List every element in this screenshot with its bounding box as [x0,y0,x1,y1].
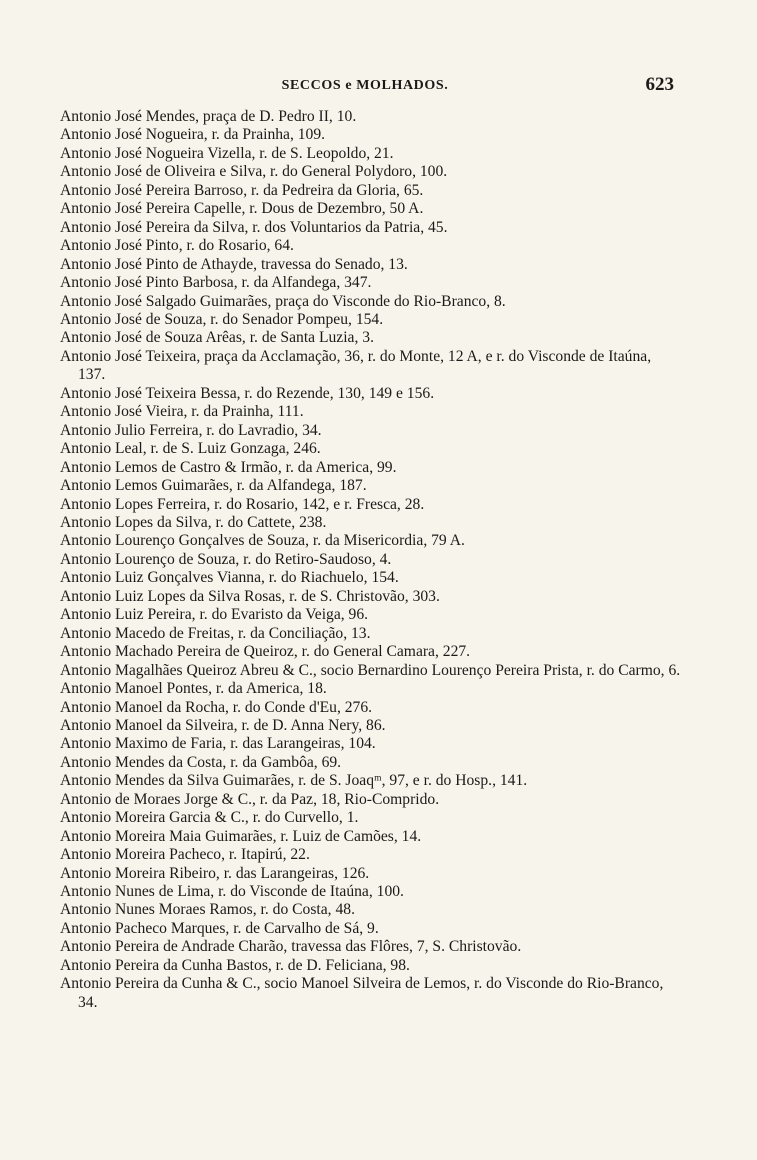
directory-entry: Antonio Lopes da Silva, r. do Cattete, 238. [60,513,327,531]
directory-entry: Antonio José Pereira Barroso, r. da Pedreira da Gloria, 65. [60,181,424,199]
directory-entry: Antonio Moreira Garcia & C., r. do Curvello, 1. [60,809,359,827]
directory-entry: Antonio Manoel Pontes, r. da America, 18. [60,680,327,698]
directory-entry: Antonio Moreira Pacheco, r. Itapirú, 22. [60,846,310,864]
directory-entry: Antonio José Pereira Capelle, r. Dous de Dezembro, 50 A. [60,200,424,218]
directory-entry: Antonio Maximo de Faria, r. das Larangeiras, 104. [60,735,376,753]
directory-entry: Antonio Mendes da Costa, r. da Gambôa, 69. [60,753,342,771]
directory-entry: Antonio Machado Pereira de Queiroz, r. do General Camara, 227. [60,643,471,661]
directory-entry: Antonio Macedo de Freitas, r. da Conciliação, 13. [60,624,371,642]
directory-entry: Antonio José Teixeira, praça da Acclamação, 36, r. do Monte, 12 A, e r. do Visconde de Itaúna, 137. [60,347,652,384]
directory-entry: Antonio Lourenço de Souza, r. do Retiro-Saudoso, 4. [60,550,392,568]
directory-entry: Antonio Pereira da Cunha & C., socio Manoel Silveira de Lemos, r. do Visconde do Rio-Branco, 34. [60,975,664,1011]
directory-entry: Antonio Nunes Moraes Ramos, r. do Costa, 48. [60,901,355,919]
directory-entry: Antonio José Pereira da Silva, r. dos Voluntarios da Patria, 45. [60,218,448,236]
directory-entry: Antonio Luiz Pereira, r. do Evaristo da Veiga, 96. [60,606,369,624]
directory-entry: Antonio José Mendes, praça de D. Pedro II, 10. [60,108,357,125]
directory-entry: Antonio Luiz Lopes da Silva Rosas, r. de S. Christovão, 303. [60,587,440,605]
page-number: 623 [645,74,674,95]
directory-entry: Antonio Leal, r. de S. Luiz Gonzaga, 246. [60,440,321,458]
directory-entry: Antonio Pacheco Marques, r. de Carvalho de Sá, 9. [60,919,379,937]
directory-entry: Antonio Moreira Maia Guimarães, r. Luiz de Camões, 14. [60,827,422,845]
page-header [60,74,674,104]
directory-entry: Antonio Julio Ferreira, r. do Lavradio, 34. [60,421,322,439]
directory-entry: Antonio Lopes Ferreira, r. do Rosario, 142, e r. Fresca, 28. [60,495,425,513]
directory-entry: Antonio José Teixeira Bessa, r. do Rezende, 130, 149 e 156. [60,384,435,402]
directory-entry: Antonio José Nogueira Vizella, r. de S. Leopoldo, 21. [60,144,394,162]
directory-entry: Antonio José de Oliveira e Silva, r. do General Polydoro, 100. [60,163,448,181]
directory-entry: Antonio José Pinto, r. do Rosario, 64. [60,237,294,255]
directory-entry: Antonio José Pinto de Athayde, travessa do Senado, 13. [60,255,408,273]
directory-entry: Antonio Lourenço Gonçalves de Souza, r. da Misericordia, 79 A. [60,532,465,550]
directory-entry: Antonio Lemos Guimarães, r. da Alfandega, 187. [60,477,367,495]
directory-entry: Antonio Pereira de Andrade Charão, travessa das Flôres, 7, S. Christovão. [60,938,522,956]
directory-entry: Antonio Manoel da Rocha, r. do Conde d'Eu, 276. [60,698,373,716]
directory-entry: Antonio José Vieira, r. da Prainha, 111. [60,403,304,421]
section-title: SECCOS e MOLHADOS. [281,78,449,93]
directory-entry: Antonio José de Souza Arêas, r. de Santa Luzia, 3. [60,329,374,347]
directory-entry: Antonio Mendes da Silva Guimarães, r. de S. Joaqᵐ, 97, e r. do Hosp., 141. [60,772,528,790]
directory-entry: Antonio José de Souza, r. do Senador Pompeu, 154. [60,310,384,328]
directory-entry: Antonio Magalhães Queiroz Abreu & C., socio Bernardino Lourenço Pereira Prista, r. do Carmo, 6. [60,661,681,679]
directory-entry: Antonio José Salgado Guimarães, praça do Visconde do Rio-Branco, 8. [60,292,506,310]
directory-entry: Antonio Lemos de Castro & Irmão, r. da America, 99. [60,458,397,476]
directory-entry: Antonio Nunes de Lima, r. do Visconde de Itaúna, 100. [60,883,404,901]
directory-entry: Antonio Pereira da Cunha Bastos, r. de D. Feliciana, 98. [60,956,410,974]
entry-list [60,108,682,1012]
directory-entry: Antonio José Pinto Barbosa, r. da Alfandega, 347. [60,274,372,292]
directory-entry: Antonio Manoel da Silveira, r. de D. Anna Nery, 86. [60,716,386,734]
directory-entry: Antonio de Moraes Jorge & C., r. da Paz, 18, Rio-Comprido. [60,790,440,808]
directory-entry: Antonio José Nogueira, r. da Prainha, 109. [60,126,326,144]
directory-entry: Antonio Luiz Gonçalves Vianna, r. do Riachuelo, 154. [60,569,399,587]
directory-entry: Antonio Moreira Ribeiro, r. das Larangeiras, 126. [60,864,370,882]
